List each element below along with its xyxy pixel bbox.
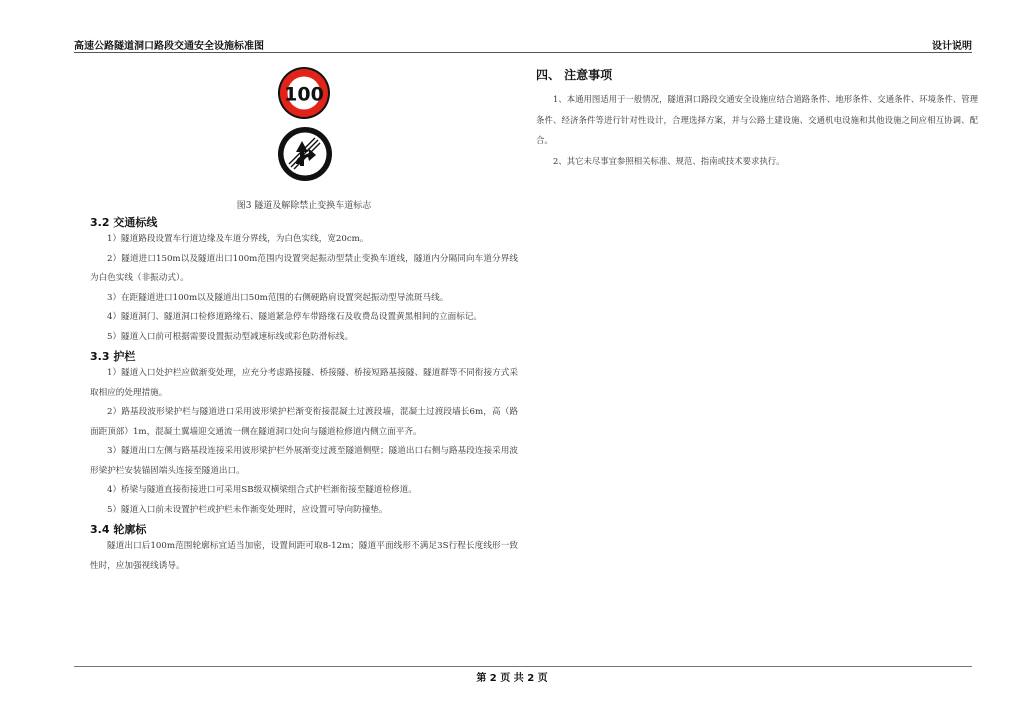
section-heading: 3.2 交通标线 <box>90 216 158 229</box>
section-heading: 3.4 轮廓标 <box>90 523 147 536</box>
document-title: 高速公路隧道洞口路段交通安全设施标准图 <box>74 41 264 52</box>
paragraph: 5）隧道入口前可根据需要设置振动型减速标线或彩色防滑标线。 <box>107 331 354 342</box>
footer-divider <box>74 666 972 667</box>
page-header <box>74 36 972 53</box>
paragraph: 1）隧道入口处护栏应做渐变处理，应充分考虑路接隧、桥接隧、桥接短路基接隧、隧道群等不同衔接方式采取相应的处理措施。 <box>90 368 518 398</box>
page-number: 第 2 页 共 2 页 <box>476 673 548 684</box>
left-column <box>90 58 518 576</box>
right-column <box>536 66 978 171</box>
paragraph: 5）隧道入口前未设置护栏或护栏未作渐变处理时，应设置可导向防撞垫。 <box>107 504 388 515</box>
paragraph: 隧道出口后100m范围轮廓标宜适当加密，设置间距可取8-12m；隧道平面线形不满足3S行程长度线形一致性时，应加强视线诱导。 <box>90 541 518 571</box>
paragraph: 2）路基段波形梁护栏与隧道进口采用波形梁护栏渐变衔接混凝土过渡段墙，混凝土过渡段墙长6m，高（路面距顶部）1m，混凝土翼墙迎交通流一侧在隧道洞口处向与隧道检修道内侧立面平齐。 <box>90 407 518 437</box>
figure-caption: 图3 隧道及解除禁止变换车道标志 <box>236 201 372 211</box>
paragraph: 2）隧道进口150m以及隧道出口100m范围内设置突起振动型禁止变换车道线，隧道内分隔同向车道分界线为白色实线（非振动式）。 <box>90 253 518 283</box>
document-type-label: 设计说明 <box>932 41 972 52</box>
speed-limit-value: 100 <box>284 83 324 106</box>
note-paragraph: 2、其它未尽事宜参照相关标准、规范、指南或技术要求执行。 <box>553 155 785 166</box>
section-heading: 3.3 护栏 <box>90 350 136 363</box>
notes-heading: 四、 注意事项 <box>536 68 613 82</box>
paragraph: 4）桥梁与隧道直接衔接进口可采用SB级双横梁组合式护栏渐衔接至隧道检修道。 <box>107 485 417 495</box>
paragraph: 4）隧道洞门、隧道洞口检修道路缘石、隧道紧急停车带路缘石及收费岛设置黄黑相间的立面标记。 <box>107 312 483 322</box>
note-paragraph: 1、本通用图适用于一般情况，隧道洞口路段交通安全设施应结合道路条件、地形条件、交通条件、环境条件、管理条件、经济条件等进行针对性设计，合理选择方案，并与公路土建设施、交通机电设施和其他设施之间应相互协调、配合。 <box>536 94 978 145</box>
speed-limit-sign-icon <box>277 66 331 120</box>
sign-figure <box>90 58 518 188</box>
paragraph: 1）隧道路段设置车行道边缘及车道分界线，为白色实线，宽20cm。 <box>107 234 369 244</box>
paragraph: 3）隧道出口左侧与路基段连接采用波形梁护栏外展渐变过渡至隧道侧壁；隧道出口右侧与路基段连接采用波形梁护栏安装锚固端头连接至隧道出口。 <box>90 446 518 476</box>
end-no-lane-change-sign-icon <box>277 126 333 182</box>
paragraph: 3）在距隧道进口100m以及隧道出口50m范围的右侧硬路肩设置突起振动型导流斑马线。 <box>107 292 449 303</box>
